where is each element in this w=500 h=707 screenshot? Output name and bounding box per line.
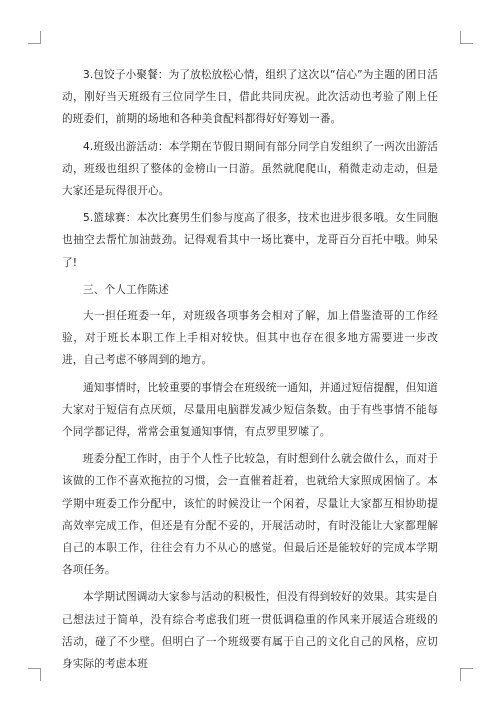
paragraph-class-outing: 4.班级出游活动：本学期在节假日期间有部分同学自发组织了一两次出游活动，班级也组织了整体的金榜山一日游。虽然就爬爬山，稍微走动走动，但是大家还是玩得很开心。 [62,140,438,198]
paragraph-basketball-match: 5.篮球赛：本次比赛男生们参与度高了很多，技术也进步很多哦。女生同胞也抽空去帮忙加油鼓劲。记得观看其中一场比赛中，龙哥百分百托中哦。帅呆了! [62,212,438,269]
crop-mark-bottom-left [28,668,41,681]
paragraph-task-assignment: 班委分配工作时，由于个人性子比较急，有时想到什么就会做什么，而对于该做的工作不喜欢拖拉的习惯，会一直催着赶着，也就给大家照成困恼了。本学期中班委工作分配中，该忙的时候没让一个闲着，尽量让大家都互相协助提高效率完成工作，但还是有分配不妥的，开展活动时，有时没能让大家都理解自己的本职工作，往往会有力不从心的感觉。但最后还是能较好的完成本学期各项任务。 [62,453,438,577]
paragraph-notifications: 通知事情时，比较重要的事情会在班级统一通知，并通过短信提醒，但知道大家对于短信有点厌烦，尽量用电脑群发减少短信条数。由于有些事情不能每个同学都记得，常常会重复通知事情，有点罗里罗嗦了。 [62,381,438,439]
section-heading-personal-work: 三、个人工作陈述 [83,283,169,296]
paragraph-monitor-experience: 大一担任班委一年，对班级各项事务会相对了解，加上借鉴渣哥的工作经验，对于班长本职工作上手相对较快。但其中也存在很多地方需要进一步改进，自己考虑不够周到的地方。 [62,310,438,367]
crop-mark-top-right [460,31,473,44]
paragraph-dumpling-party: 3.包饺子小聚餐：为了放松放松心情，组织了这次以“信心”为主题的团日活动，刚好当天班级有三位同学生日，借此共同庆祝。此次活动也考验了刚上任的班委们，前期的场地和各种美食配料都得好好筹划一番。 [62,69,438,126]
paragraph-activity-engagement: 本学期试图调动大家参与活动的积极性，但没有得到较好的效果。其实是自己想法过于简单，没有综合考虑我们班一贯低调稳重的作风来开展适合班级的活动，碰了不少壁。但明白了一个班级要有属于自己的文化自己的风格，应切身实际的考虑本班 [62,591,438,671]
crop-mark-top-left [28,31,41,44]
crop-mark-bottom-right [460,668,473,681]
document-body [62,64,438,680]
